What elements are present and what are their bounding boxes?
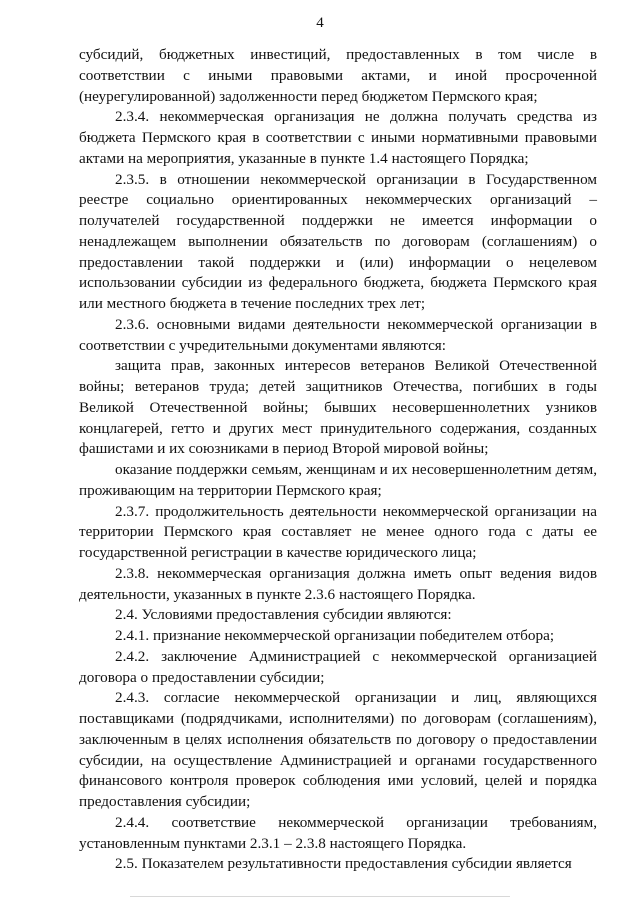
paragraph-2-3-8: 2.3.8. некоммерческая организация должна иметь опыт ведения видов деятельности, указанных в пункте 2.3.6 настоящего Порядка. bbox=[79, 564, 597, 603]
paragraph-activity-veterans: защита прав, законных интересов ветеранов Великой Отечественной войны; ветеранов труда; детей защитников Отечества, погибших в годы Великой Отечественной войны; бывших несовершеннолетних узников концлагерей, гетто и других мест принудительного содержания, созданных фашистами и их союзниками в период Второй мировой войны; bbox=[79, 357, 597, 458]
paragraph-2-3-7: 2.3.7. продолжительность деятельности некоммерческой организации на территории Пермского края составляет не менее одного года с даты ее государственной регистрации в качестве юридического лица; bbox=[79, 502, 597, 561]
paragraph-2-3-5: 2.3.5. в отношении некоммерческой организации в Государственном реестре социально ориентированных некоммерческих организаций – получателей государственной поддержки не имеется информации о ненадлежащем выполнении обязательств по договорам (соглашениям) о предоставлении такой поддержки и (или) информации о нецелевом использовании субсидии из федерального бюджета, бюджета Пермского края или местного бюджета в течение последних трех лет; bbox=[79, 170, 597, 312]
page-number: 4 bbox=[316, 15, 324, 31]
paragraph-continuation: субсидий, бюджетных инвестиций, предоставленных в том числе в соответствии с иными правовыми актами, и иной просроченной (неурегулированной) задолженности перед бюджетом Пермского края; bbox=[79, 46, 597, 105]
paragraph-2-4-4: 2.4.4. соответствие некоммерческой организации требованиям, установленным пунктами 2.3.1 – 2.3.8 настоящего Порядка. bbox=[79, 813, 597, 852]
paragraph-2-4: 2.4. Условиями предоставления субсидии являются: bbox=[115, 606, 452, 624]
document-body bbox=[79, 45, 597, 875]
paragraph-2-3-6: 2.3.6. основными видами деятельности некоммерческой организации в соответствии с учредительными документами являются: bbox=[79, 315, 597, 354]
page-bottom-edge bbox=[130, 896, 510, 897]
paragraph-2-4-1: 2.4.1. признание некоммерческой организации победителем отбора; bbox=[115, 627, 555, 644]
paragraph-2-4-2: 2.4.2. заключение Администрацией с некоммерческой организацией договора о предоставлении субсидии; bbox=[79, 647, 597, 686]
paragraph-2-5: 2.5. Показателем результативности предоставления субсидии является bbox=[115, 855, 572, 873]
paragraph-2-3-4: 2.3.4. некоммерческая организация не должна получать средства из бюджета Пермского края в соответствии с иными нормативными правовыми актами на мероприятия, указанные в пункте 1.4 настоящего Порядка; bbox=[79, 108, 597, 167]
paragraph-2-4-3: 2.4.3. согласие некоммерческой организации и лиц, являющихся поставщиками (подрядчиками, исполнителями) по договорам (соглашениям), заключенным в целях исполнения обязательств по договору о предоставлении субсидии, на осуществление Администрацией и органами государственного финансового контроля проверок соблюдения ими условий, целей и порядка предоставления субсидии; bbox=[79, 689, 597, 810]
paragraph-activity-families: оказание поддержки семьям, женщинам и их несовершеннолетним детям, проживающим на территории Пермского края; bbox=[79, 461, 597, 499]
